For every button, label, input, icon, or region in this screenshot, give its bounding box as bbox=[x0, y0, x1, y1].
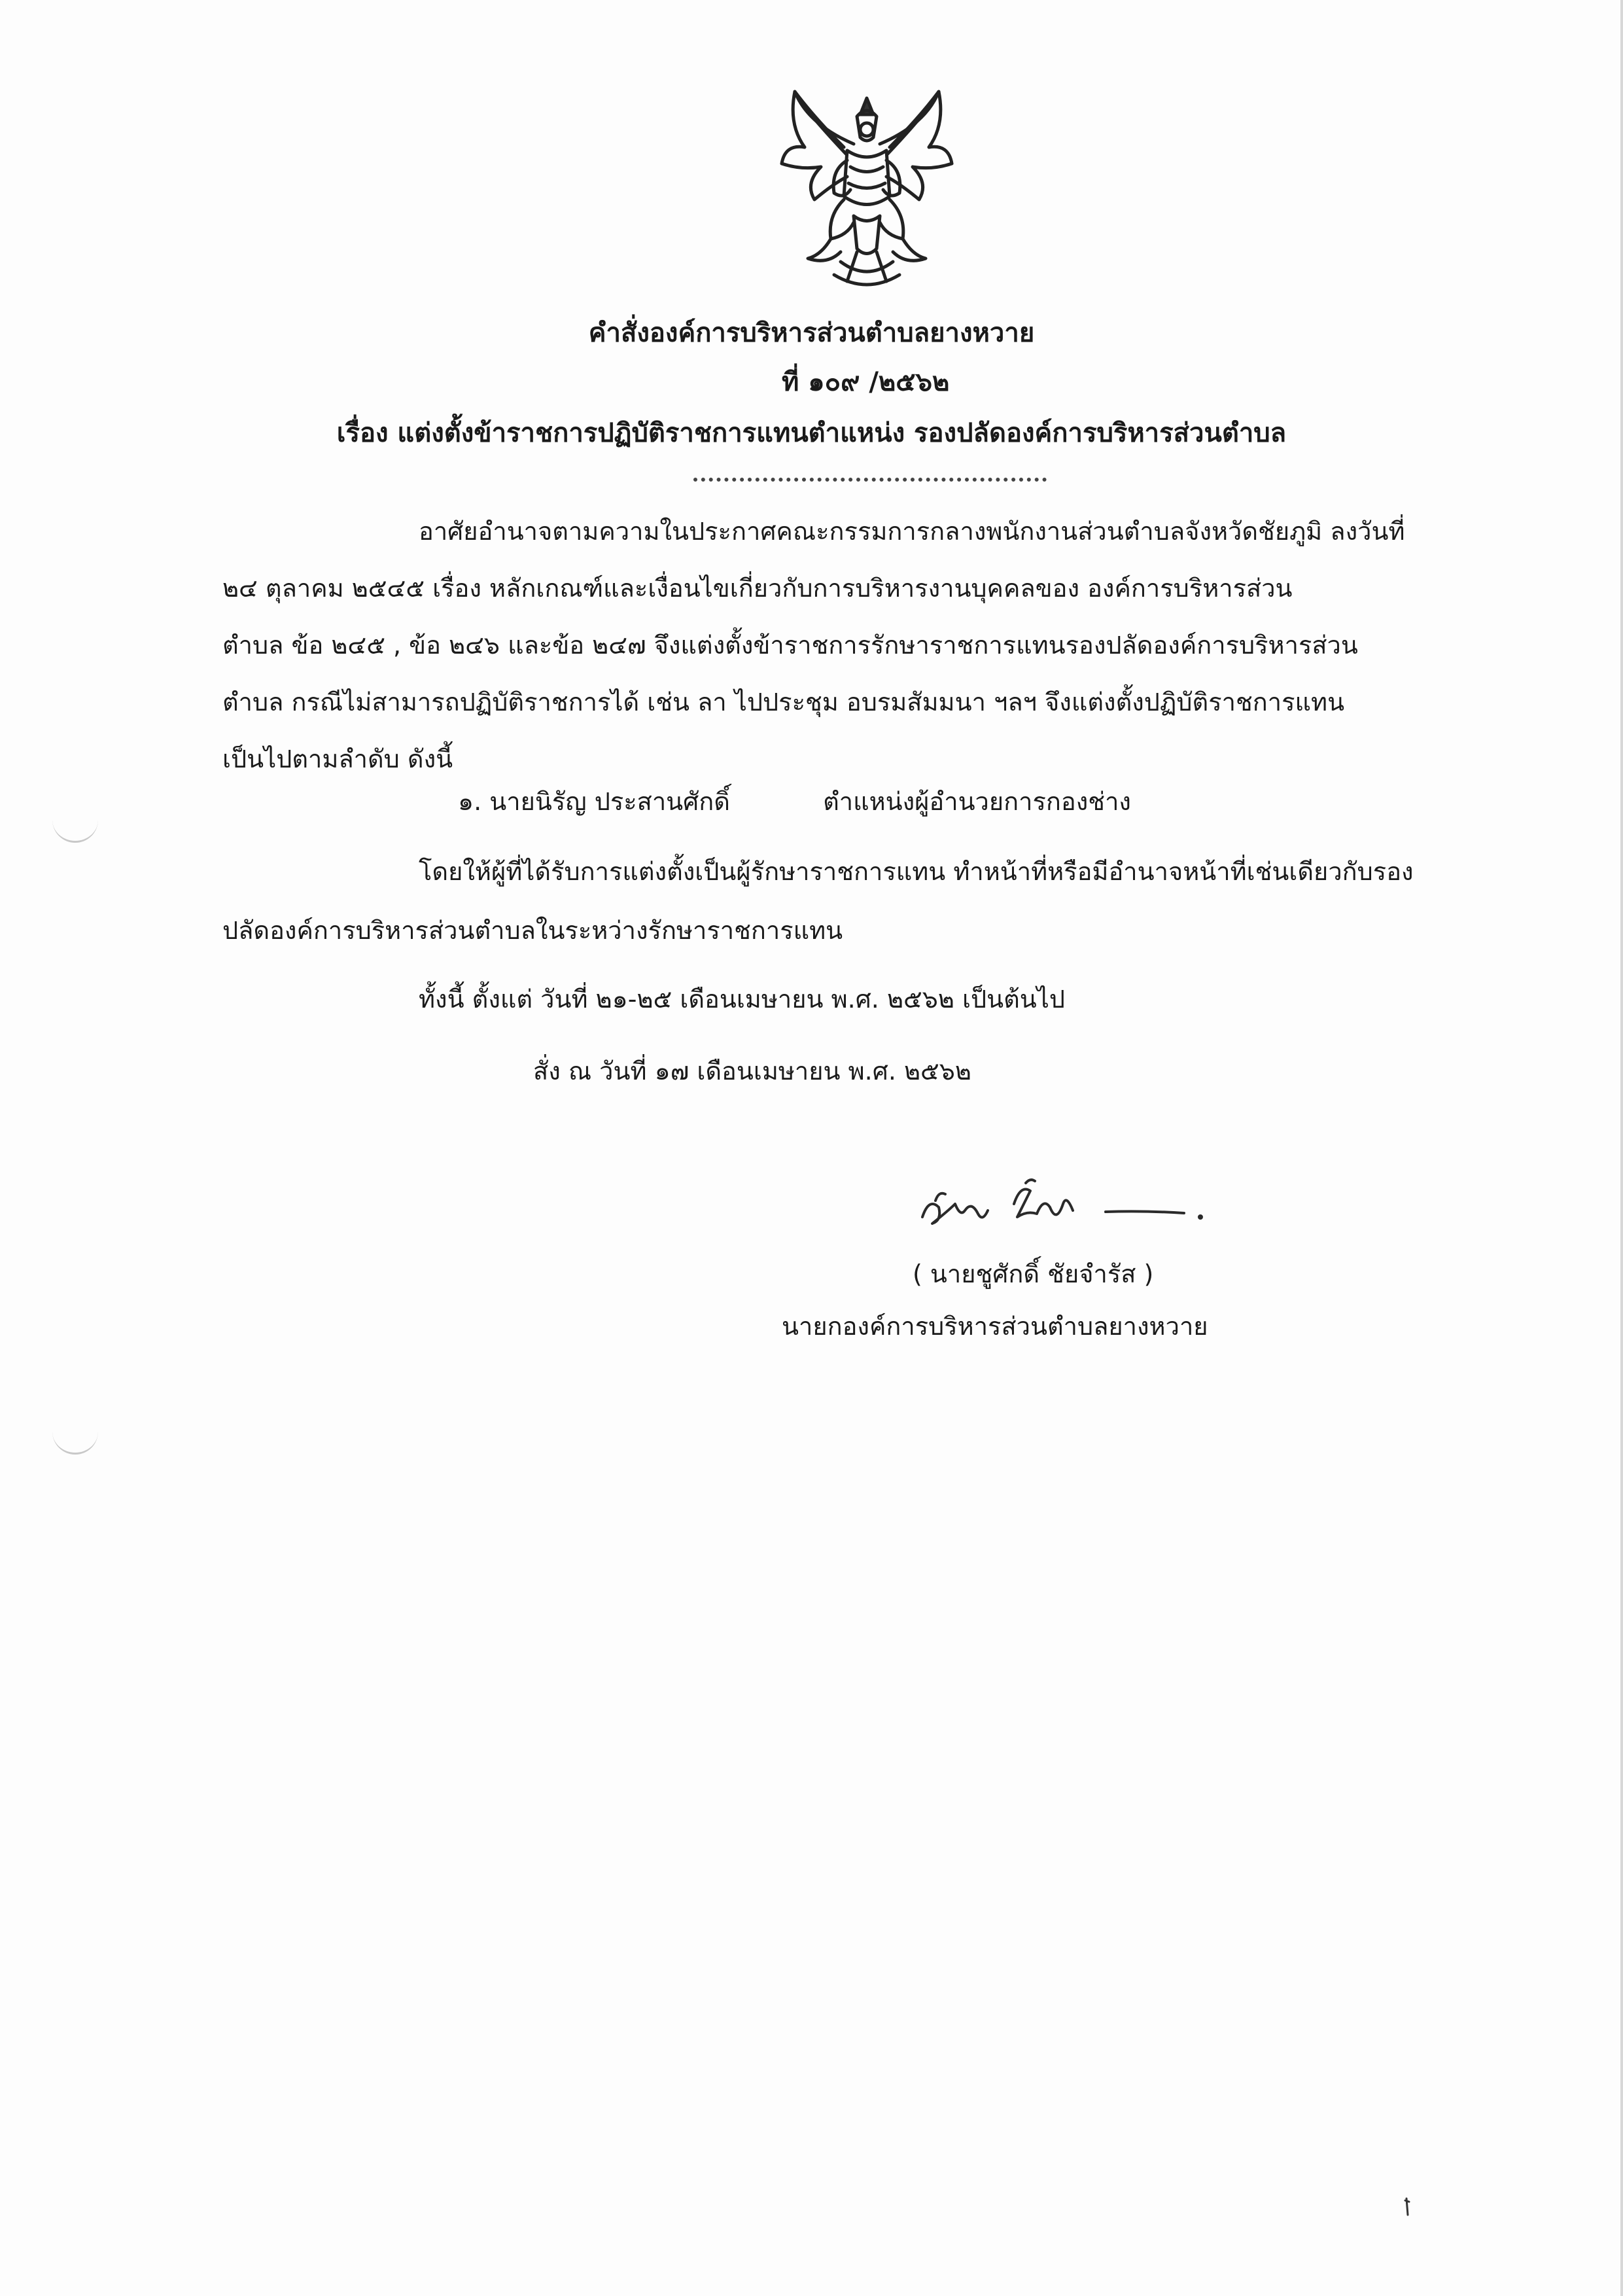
header-separator bbox=[693, 478, 1047, 482]
signer-position: นายกองค์การบริหารส่วนตำบลยางหวาย bbox=[782, 1312, 1208, 1341]
duty-paragraph bbox=[222, 857, 1414, 975]
duty-line: โดยให้ผู้ที่ได้รับการแต่งตั้งเป็นผู้รักษาราชการแทน ทำหน้าที่หรือมีอำนาจหน้าที่เช่นเดียวกับรอง bbox=[419, 857, 1414, 886]
preamble-line: อาศัยอำนาจตามความในประกาศคณะกรรมการกลางพนักงานส่วนตำบลจังหวัดชัยภูมิ ลงวันที่ bbox=[419, 517, 1405, 546]
effective-date: ทั้งนี้ ตั้งแต่ วันที่ ๒๑-๒๕ เดือนเมษายน พ.ศ. ๒๕๖๒ เป็นต้นไป bbox=[419, 985, 1065, 1014]
preamble-line: ๒๔ ตุลาคม ๒๕๔๕ เรื่อง หลักเกณฑ์และเงื่อนไขเกี่ยวกับการบริหารงานบุคคลของ องค์การบริหารส่วน bbox=[222, 574, 1293, 603]
order-number: ที่ ๑๐๙ /๒๕๖๒ bbox=[782, 367, 950, 397]
preamble-line: ตำบล ข้อ ๒๔๕ , ข้อ ๒๔๖ และข้อ ๒๔๗ จึงแต่งตั้งข้าราชการรักษาราชการแทนรองปลัดองค์การบริหารส่วน bbox=[222, 631, 1358, 660]
preamble-line: ตำบล กรณีไม่สามารถปฏิบัติราชการได้ เช่น ลา ไปประชุม อบรมสัมมนา ฯลฯ จึงแต่งตั้งปฏิบัติราชการแทน bbox=[222, 688, 1345, 716]
appointee-position: ตำแหน่งผู้อำนวยการกองช่าง bbox=[823, 787, 1131, 816]
appointee-name: ๑. นายนิรัญ ประสานศักดิ์ bbox=[458, 787, 730, 816]
stray-ink-mark bbox=[1400, 2195, 1413, 2221]
order-date: สั่ง ณ วันที่ ๑๗ เดือนเมษายน พ.ศ. ๒๕๖๒ bbox=[533, 1057, 971, 1086]
signer-name: ( นายชูศักดิ์ ชัยจำรัส ) bbox=[913, 1260, 1154, 1288]
punch-hole-mark bbox=[52, 1426, 98, 1455]
order-title: คำสั่งองค์การบริหารส่วนตำบลยางหวาย bbox=[588, 318, 1035, 348]
garuda-emblem-icon bbox=[769, 85, 965, 301]
order-subject: เรื่อง แต่งตั้งข้าราชการปฏิบัติราชการแทนตำแหน่ง รองปลัดองค์การบริหารส่วนตำบล bbox=[336, 418, 1287, 448]
punch-hole-mark bbox=[52, 815, 98, 843]
handwritten-signature bbox=[909, 1171, 1210, 1243]
preamble-paragraph bbox=[222, 517, 1518, 802]
duty-line: ปลัดองค์การบริหารส่วนตำบลในระหว่างรักษาราชการแทน bbox=[222, 916, 843, 945]
appointee-item bbox=[458, 787, 1131, 817]
preamble-line: เป็นไปตามลำดับ ดังนี้ bbox=[222, 745, 453, 773]
